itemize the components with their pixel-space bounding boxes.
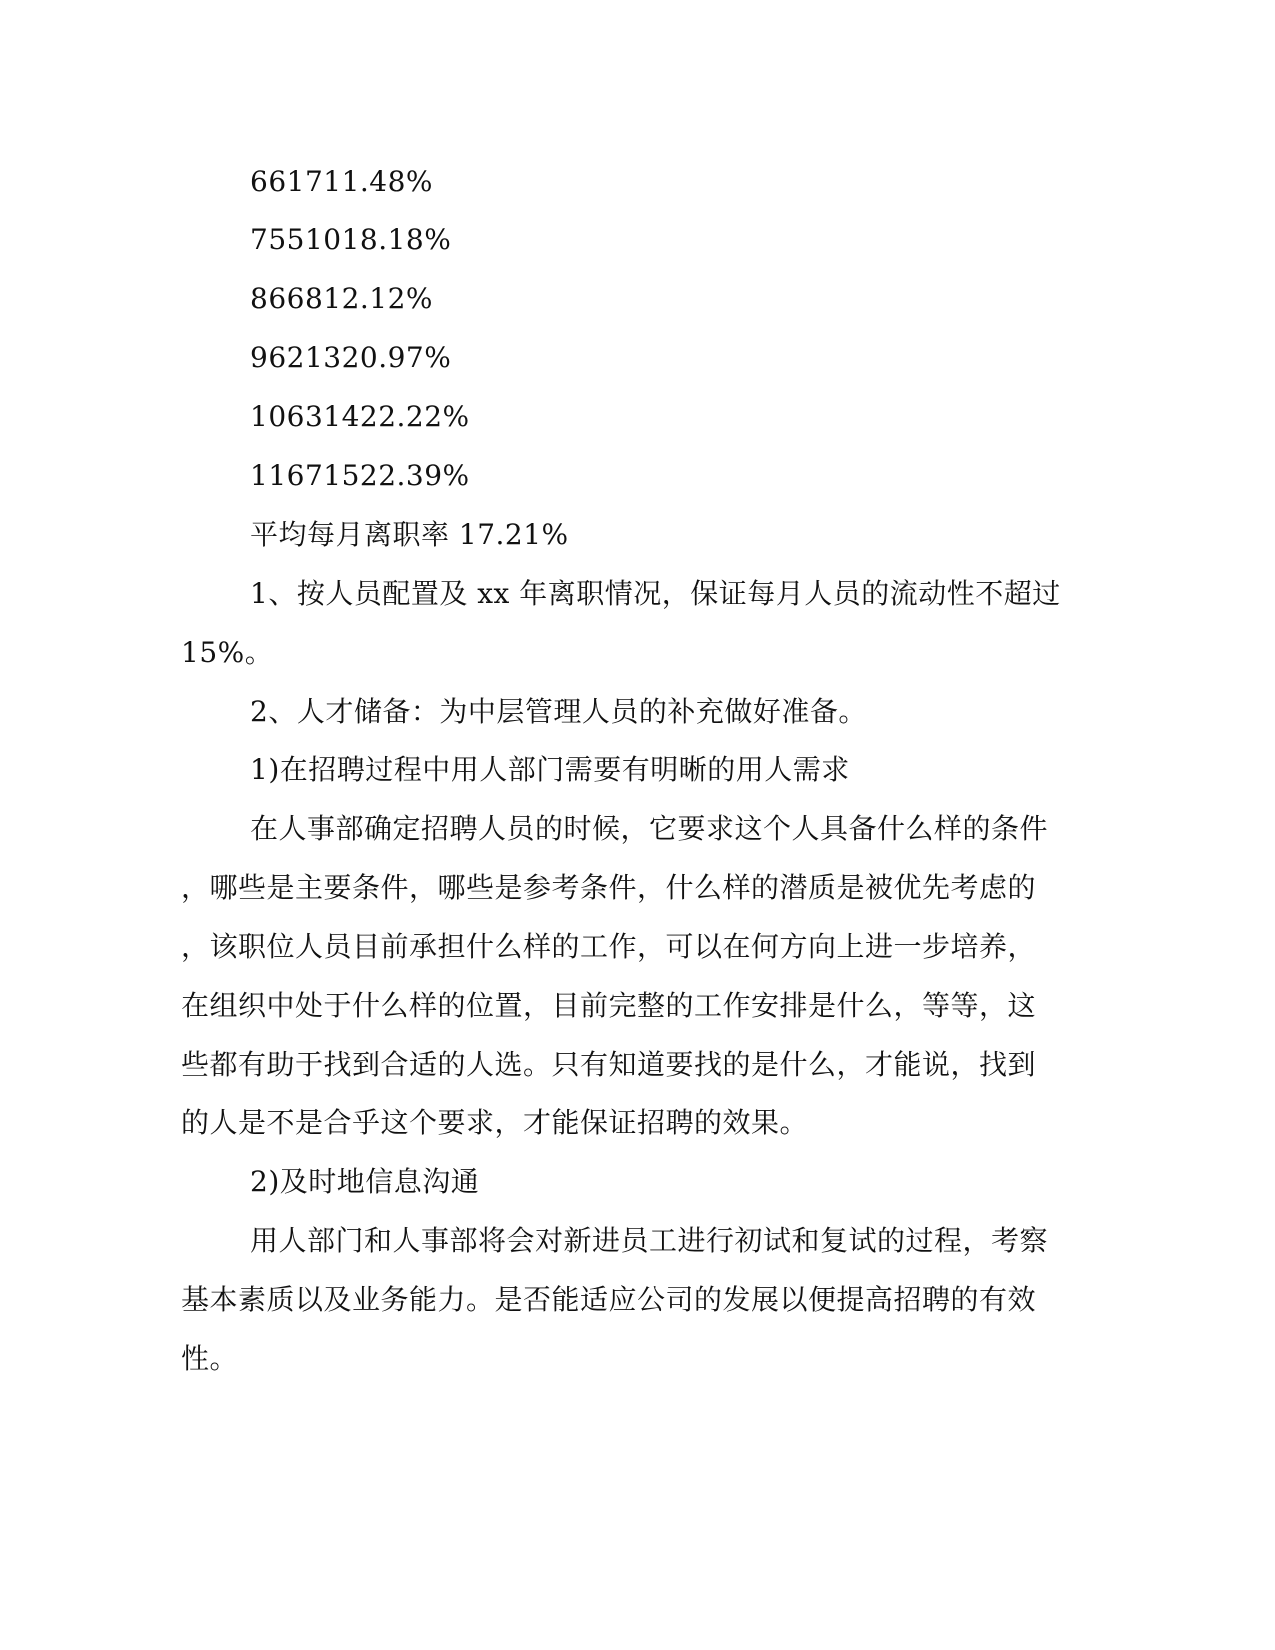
stat-line-11: 11671522.39% (250, 459, 470, 492)
paragraph-3-line-5: 些都有助于找到合适的人选。只有知道要找的是什么，才能说，找到 (181, 1048, 1037, 1081)
paragraph-1-line-1: 1、按人员配置及 xx 年离职情况，保证每月人员的流动性不超过 (250, 577, 1061, 610)
stat-line-10: 10631422.22% (250, 400, 470, 433)
paragraph-3-line-3: ，该职位人员目前承担什么样的工作，可以在何方向上进一步培养， (181, 930, 1037, 963)
average-turnover-line: 平均每月离职率 17.21% (250, 518, 569, 551)
paragraph-1-line-2: 15%。 (181, 636, 274, 669)
paragraph-4-line-2: 基本素质以及业务能力。是否能适应公司的发展以便提高招聘的有效 (181, 1283, 1037, 1316)
paragraph-3-line-1: 在人事部确定招聘人员的时候，它要求这个人具备什么样的条件 (250, 812, 1049, 845)
paragraph-2: 2、人才储备：为中层管理人员的补充做好准备。 (250, 695, 867, 728)
stat-line-6: 661711.48% (250, 165, 434, 198)
stat-line-8: 866812.12% (250, 282, 434, 315)
paragraph-3-line-2: ，哪些是主要条件，哪些是参考条件，什么样的潜质是被优先考虑的 (181, 871, 1037, 904)
paragraph-3-line-6: 的人是不是合乎这个要求，才能保证招聘的效果。 (181, 1106, 809, 1139)
subheading-2: 2)及时地信息沟通 (250, 1165, 480, 1198)
paragraph-4-line-1: 用人部门和人事部将会对新进员工进行初试和复试的过程，考察 (250, 1224, 1049, 1257)
paragraph-3-line-4: 在组织中处于什么样的位置，目前完整的工作安排是什么，等等，这 (181, 989, 1037, 1022)
subheading-1: 1)在招聘过程中用人部门需要有明晰的用人需求 (250, 753, 850, 786)
stat-line-9: 9621320.97% (250, 341, 452, 374)
paragraph-4-line-3: 性。 (181, 1342, 239, 1375)
stat-line-7: 7551018.18% (250, 223, 452, 256)
